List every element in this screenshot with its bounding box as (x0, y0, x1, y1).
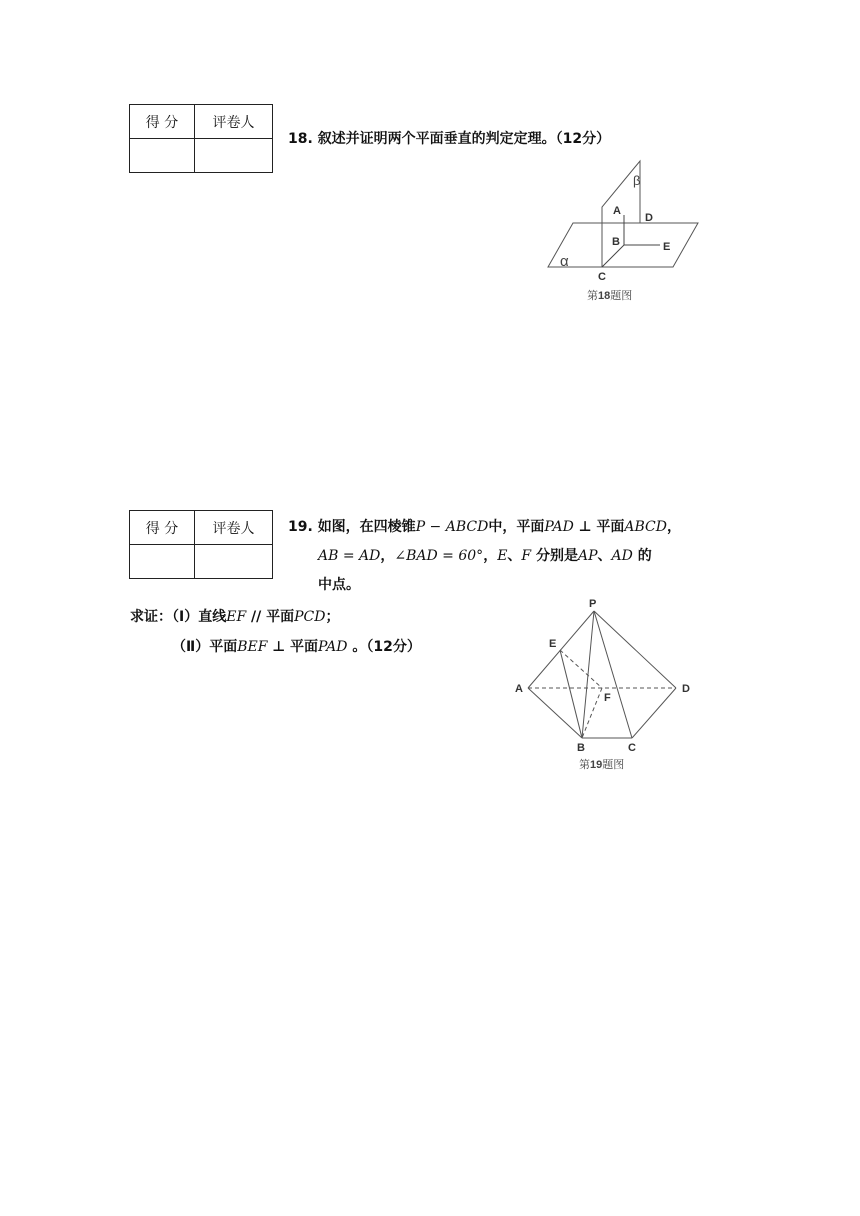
math-expression: F (521, 548, 532, 564)
line-bc (602, 245, 624, 267)
math-expression: PAD (544, 519, 574, 535)
edge-pc (594, 611, 632, 738)
label-b: B (577, 742, 585, 754)
math-expression: AD (611, 548, 633, 564)
score-table-q18 (129, 104, 273, 173)
math-expression: ABCD (624, 519, 667, 535)
figure-19-diagram (510, 595, 700, 755)
label-e: E (549, 638, 557, 650)
math-expression: PCD (294, 609, 326, 625)
score-header: 得 分 (130, 511, 195, 545)
math-expression: AP (578, 548, 598, 564)
score-cell[interactable] (130, 139, 195, 173)
grader-header: 评卷人 (195, 105, 273, 139)
question-18-statement: 叙述并证明两个平面垂直的判定定理。（12分） (317, 131, 611, 147)
math-expression: AB = AD (318, 548, 381, 564)
grader-cell[interactable] (195, 545, 273, 579)
question-19-line-2 (318, 542, 652, 571)
question-19-number: 19. (288, 519, 313, 535)
caption-number: 19 (590, 759, 603, 771)
text-segment: ， (483, 548, 498, 564)
label-d: D (645, 212, 653, 224)
figure-19-caption (579, 756, 624, 772)
label-a: A (613, 205, 621, 217)
question-18-number: 18. (288, 131, 313, 147)
question-19-line-3 (318, 571, 360, 600)
edge-fb-hidden (582, 688, 602, 738)
plane-alpha (548, 223, 698, 267)
label-c: C (628, 742, 636, 754)
text-segment: （Ⅱ）平面 (172, 639, 238, 655)
text-segment: 分别是 (531, 548, 579, 564)
math-expression: E (497, 548, 508, 564)
caption-suffix: 题图 (610, 290, 633, 302)
math-expression: BEF (237, 639, 268, 655)
edge-pa (528, 611, 594, 688)
grader-header: 评卷人 (195, 511, 273, 545)
score-cell[interactable] (130, 545, 195, 579)
label-alpha: α (560, 253, 569, 270)
math-expression: ∠BAD = 60° (394, 548, 484, 564)
text-segment: 求证：（Ⅰ）直线 (130, 609, 227, 625)
label-e: E (663, 241, 671, 253)
text-segment: ， (666, 519, 681, 535)
label-f: F (604, 692, 611, 704)
text-segment: 、 (507, 548, 522, 564)
label-b: B (612, 236, 620, 248)
math-expression: EF (226, 609, 247, 625)
math-expression: P − ABCD (415, 519, 489, 535)
math-expression: PAD (318, 639, 348, 655)
edge-eb (560, 650, 582, 738)
caption-prefix: 第 (587, 290, 598, 302)
text-segment: ⊥ 平面 (267, 639, 319, 655)
caption-suffix: 题图 (602, 759, 625, 771)
score-header: 得 分 (130, 105, 195, 139)
figure-18 (540, 155, 710, 285)
figure-18-diagram (540, 155, 710, 285)
figure-18-caption (587, 287, 632, 303)
edge-ab (528, 688, 582, 738)
text-segment: 、 (597, 548, 612, 564)
text-segment: ， (380, 548, 395, 564)
text-segment: 如图，在四棱锥 (317, 519, 416, 535)
label-c: C (598, 271, 606, 283)
score-table-q19 (129, 510, 273, 579)
edge-ef-hidden (560, 650, 602, 688)
text-segment: 的 (632, 548, 652, 564)
edge-pb (582, 611, 594, 738)
text-segment: ； (325, 609, 340, 625)
question-19-proof-2 (172, 633, 421, 662)
text-segment: 中点。 (318, 577, 360, 593)
text-segment: 。（12分） (347, 639, 421, 655)
caption-number: 18 (598, 290, 611, 302)
caption-prefix: 第 (579, 759, 590, 771)
text-segment: 中，平面 (488, 519, 545, 535)
grader-cell[interactable] (195, 139, 273, 173)
text-segment: ⊥ 平面 (573, 519, 625, 535)
label-d: D (682, 683, 690, 695)
question-19-proof-1 (130, 603, 340, 632)
edge-cd (632, 688, 676, 738)
figure-19 (510, 595, 700, 755)
label-beta: β (633, 173, 641, 188)
text-segment: // 平面 (246, 609, 295, 625)
label-p: P (589, 598, 597, 610)
label-a: A (515, 683, 523, 695)
edge-pd (594, 611, 676, 688)
question-19-line-1 (288, 513, 681, 542)
question-18-text (288, 125, 610, 154)
